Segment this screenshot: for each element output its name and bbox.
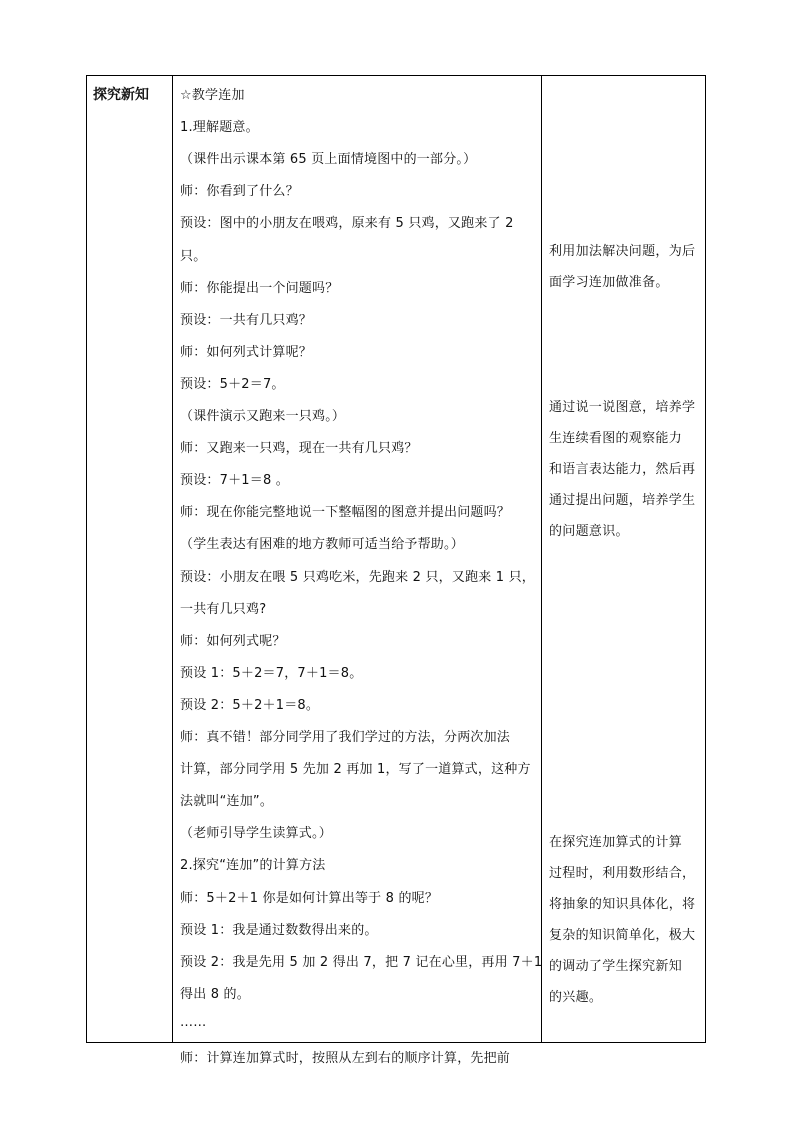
- content-line: 师：又跑来一只鸡，现在一共有几只鸡？: [180, 441, 418, 457]
- content-line: 师：你能提出一个问题吗？: [180, 280, 339, 296]
- note-line: 复杂的知识简单化，极大: [549, 928, 696, 943]
- content-line: 师：5＋2＋1 你是如何计算出等于 8 的呢？: [180, 890, 439, 906]
- content-line: （课件出示课本第 65 页上面情境图中的一部分。）: [180, 152, 477, 168]
- note-line: 利用加法解决问题，为后: [549, 244, 696, 259]
- content-line: 师：现在你能完整地说一下整幅图的图意并提出问题吗？: [180, 505, 511, 521]
- content-line: 预设：7＋1＝8 。: [180, 473, 289, 489]
- note-line: 通过说一说图意，培养学: [549, 400, 696, 415]
- content-line: 计算，部分同学用 5 先加 2 再加 1，写了一道算式，这种方: [180, 762, 531, 778]
- note-line: 通过提出问题，培养学生: [549, 493, 696, 508]
- content-line: 预设：一共有几只鸡？: [180, 312, 313, 328]
- content-line: （学生表达有困难的地方教师可适当给予帮助。）: [180, 537, 464, 553]
- lesson-plan-table: [86, 75, 706, 1066]
- content-line: 预设：图中的小朋友在喂鸡，原来有 5 只鸡，又跑来了 2: [180, 216, 514, 232]
- content-line: 预设 2：5＋2＋1＝8。: [180, 697, 320, 713]
- content-line: 师：计算连加算式时，按照从左到右的顺序计算，先把前: [180, 1051, 511, 1066]
- column-divider-left: [172, 76, 173, 1042]
- content-line: 只。: [180, 248, 207, 264]
- content-line: 师：如何列式计算呢？: [180, 344, 313, 360]
- content-line: （课件演示又跑来一只鸡。）: [180, 409, 346, 424]
- content-line: （老师引导学生读算式。）: [180, 826, 332, 842]
- content-line: 预设：5＋2＝7。: [180, 376, 285, 392]
- note-line: 的问题意识。: [549, 524, 629, 539]
- content-line: 法就叫“连加”。: [180, 794, 274, 810]
- content-line: ……: [180, 1014, 207, 1030]
- content-line: 得出 8 的。: [180, 986, 250, 1002]
- content-line: 预设：小朋友在喂 5 只鸡吃米，先跑来 2 只，又跑来 1 只，: [180, 569, 536, 585]
- content-line: 1.理解题意。: [180, 120, 259, 136]
- note-line: 面学习连加做准备。: [549, 275, 669, 290]
- note-line: 过程时，利用数形结合，: [549, 866, 696, 881]
- content-line: 一共有几只鸡?: [180, 601, 267, 617]
- note-line: 的兴趣。: [549, 990, 603, 1005]
- content-line: 2.探究“连加”的计算方法: [180, 858, 326, 874]
- note-line: 将抽象的知识具体化，将: [549, 897, 696, 912]
- content-line: 预设 2：我是先用 5 加 2 得出 7，把 7 记在心里，再用 7＋1: [180, 954, 543, 970]
- content-line: 预设 1：我是通过数数得出来的。: [180, 922, 378, 938]
- column-divider-right: [541, 76, 542, 1042]
- content-line: 预设 1：5＋2＝7，7＋1＝8。: [180, 665, 363, 681]
- note-line: 生连续看图的观察能力: [549, 431, 683, 446]
- stage-label: 探究新知: [93, 87, 149, 103]
- note-line: 在探究连加算式的计算: [549, 835, 683, 850]
- note-line: 和语言表达能力，然后再: [549, 462, 696, 477]
- content-line: 师：真不错！部分同学用了我们学过的方法，分两次加法: [180, 730, 511, 745]
- note-line: 的调动了学生探究新知: [549, 959, 683, 974]
- content-line: ☆教学连加: [180, 88, 245, 103]
- content-line: 师：你看到了什么？: [180, 184, 299, 200]
- content-line: 师：如何列式呢？: [180, 633, 286, 649]
